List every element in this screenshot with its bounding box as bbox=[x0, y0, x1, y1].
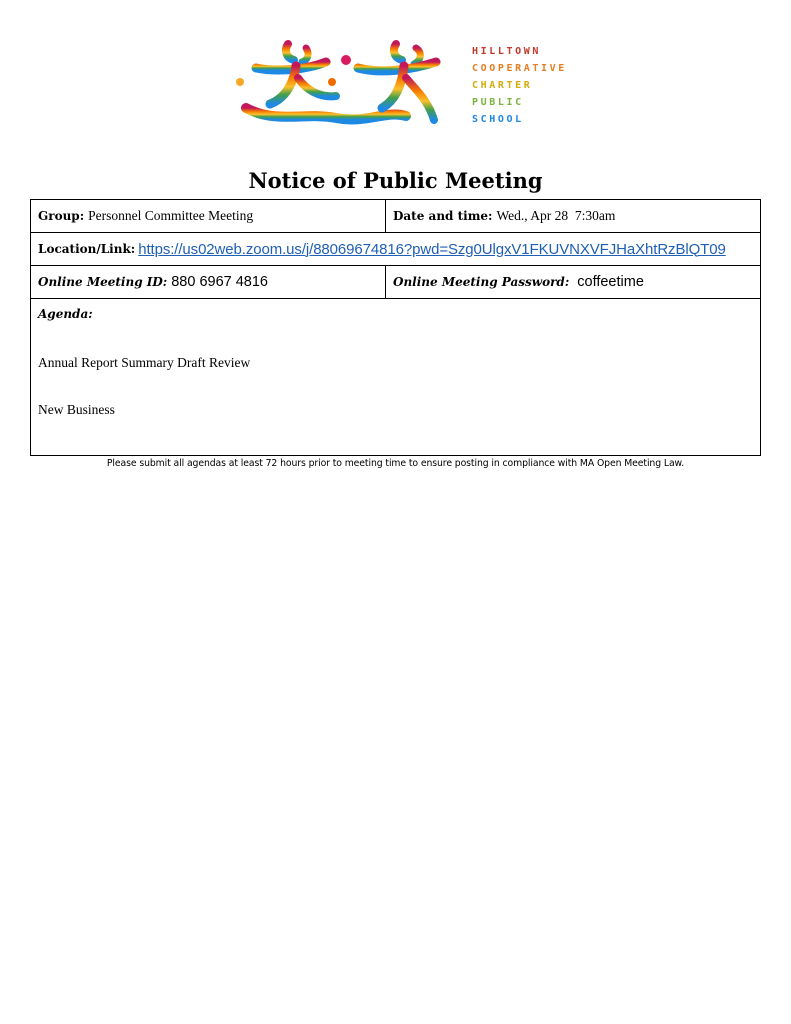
table-row bbox=[31, 266, 760, 299]
meeting-id-value: 880 6967 4816 bbox=[171, 274, 268, 290]
logo-text-line: COOPERATIVE bbox=[472, 63, 567, 74]
dancing-figures-logo-icon bbox=[236, 38, 468, 130]
location-label: Location/Link: bbox=[38, 242, 136, 256]
logo-text-line: PUBLIC bbox=[472, 97, 524, 108]
logo-text-line: SCHOOL bbox=[472, 114, 524, 125]
page-title: Notice of Public Meeting bbox=[248, 168, 543, 193]
datetime-value: Wed., Apr 28 7:30am bbox=[496, 208, 616, 223]
agenda-item: New Business bbox=[38, 402, 115, 417]
logo-text-line: CHARTER bbox=[472, 80, 533, 91]
agenda-item: Annual Report Summary Draft Review bbox=[38, 355, 251, 370]
agenda-row bbox=[31, 299, 760, 455]
group-cell bbox=[31, 200, 386, 232]
table-row bbox=[31, 233, 760, 266]
footnote: Please submit all agendas at least 72 hours prior to meeting time to ensure posting in compliance with MA Open Meeting Law. bbox=[106, 458, 685, 469]
logo-text-line: HILLTOWN bbox=[472, 46, 541, 57]
school-logo bbox=[236, 38, 576, 130]
password-label: Online Meeting Password: bbox=[393, 275, 570, 289]
meeting-id-cell bbox=[31, 266, 386, 298]
password-value: coffeetime bbox=[577, 274, 644, 290]
datetime-label: Date and time: bbox=[393, 209, 493, 223]
zoom-meeting-link[interactable]: https://us02web.zoom.us/j/88069674816?pwd=Szg0UlgxV1FKUVNXVFJHaXhtRzBlQT09 bbox=[138, 240, 726, 258]
group-label: Group: bbox=[38, 209, 85, 223]
datetime-cell bbox=[386, 200, 760, 232]
table-row bbox=[31, 200, 760, 233]
password-cell bbox=[386, 266, 760, 298]
meeting-id-label: Online Meeting ID: bbox=[38, 275, 168, 289]
school-name-logo-text bbox=[472, 43, 576, 128]
group-value: Personnel Committee Meeting bbox=[88, 208, 254, 223]
location-cell bbox=[31, 233, 760, 265]
agenda-label: Agenda: bbox=[38, 307, 93, 321]
meeting-info-table bbox=[30, 199, 761, 456]
